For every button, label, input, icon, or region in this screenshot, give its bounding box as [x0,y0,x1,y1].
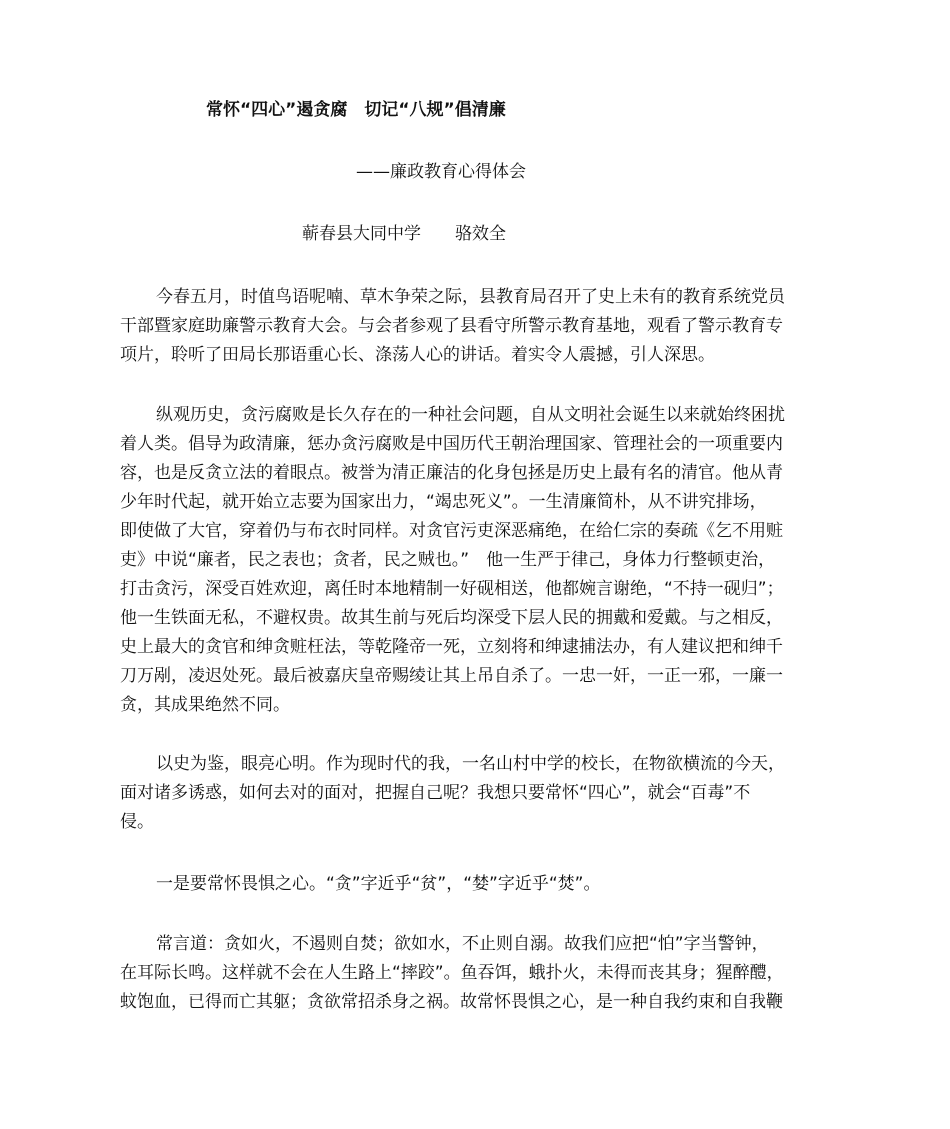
paragraph-line: 贪，其成果绝然不同。 [120,695,290,715]
paragraph-line: 着人类。倡导为政清廉，惩办贪污腐败是中国历代王朝治理国家、管理社会的一项重要内 [120,434,783,454]
paragraph-line: 以史为鉴，眼亮心明。作为现时代的我，一名山村中学的校长，在物欲横流的今天， [156,754,785,774]
paragraph-4 [120,870,832,899]
paragraph-line: 今春五月，时值鸟语呢喃、草木争荣之际，县教育局召开了史上未有的教育系统党员 [156,287,785,307]
paragraph-line: 纵观历史，贪污腐败是长久存在的一种社会问题，自从文明社会诞生以来就始终困扰 [156,405,785,425]
paragraph-line: 干部暨家庭助廉警示教育大会。与会者参观了县看守所警示教育基地，观看了警示教育专 [120,316,783,336]
paragraph-line: 蚊饱血，已得而亡其躯；贪欲常招杀身之祸。故常怀畏惧之心，是一种自我约束和自我鞭 [120,992,783,1012]
paragraph-line: 在耳际长鸣。这样就不会在人生路上“摔跤”。鱼吞饵，蛾扑火，未得而丧其身；猩醉醴， [120,963,784,983]
paragraph-line: 刀万剐，凌迟处死。最后被嘉庆皇帝赐绫让其上吊自杀了。一忠一奸，一正一邪，一廉一 [120,666,783,686]
paragraph-line: 即使做了大官，穿着仍与布衣时同样。对贪官污吏深恶痛绝，在给仁宗的奏疏《乞不用赃 [120,521,783,541]
paragraph-line: 他一生铁面无私，不避权贵。故其生前与死后均深受下层人民的拥戴和爱戴。与之相反， [120,608,783,628]
paragraph-line: 侵。 [120,812,154,832]
paragraph-line: 吏》中说“廉者，民之表也；贪者，民之贼也。” 他一生严于律己，身体力行整顿吏治， [120,550,776,570]
paragraph-line: 项片，聆听了田局长那语重心长、涤荡人心的讲话。着实令人震撼，引人深思。 [120,345,715,365]
paragraph-line: 一是要常怀畏惧之心。“贪”字近乎“贫”，“婪”字近乎“焚”。 [156,874,601,894]
paragraph-3 [120,750,832,837]
document-subtitle: ——廉政教育心得体会 [356,162,526,182]
paragraph-5 [120,930,832,1017]
paragraph-line: 少年时代起，就开始立志要为国家出力，“竭忠死义”。一生清廉简朴，从不讲究排场， [120,492,767,512]
paragraph-line: 容，也是反贪立法的着眼点。被誉为清正廉洁的化身包拯是历史上最有名的清官。他从青 [120,463,783,483]
paragraph-2 [120,401,832,720]
document-title: 常怀“四心”遏贪腐 切记“八规”倡清廉 [206,100,506,120]
paragraph-line: 史上最大的贪官和绅贪赃枉法，等乾隆帝一死，立刻将和绅逮捕法办，有人建议把和绅千 [120,637,783,657]
paragraph-line: 面对诸多诱惑，如何去对的面对，把握自己呢？我想只要常怀“四心”，就会“百毒”不 [120,783,751,803]
paragraph-1 [120,283,832,370]
paragraph-line: 打击贪污，深受百姓欢迎，离任时本地精制一好砚相送，他都婉言谢绝，“不持一砚归”； [120,579,784,599]
author-line: 蕲春县大同中学 骆效全 [302,224,506,244]
paragraph-line: 常言道：贪如火，不遏则自焚；欲如水，不止则自溺。故我们应把“怕”字当警钟， [156,934,769,954]
